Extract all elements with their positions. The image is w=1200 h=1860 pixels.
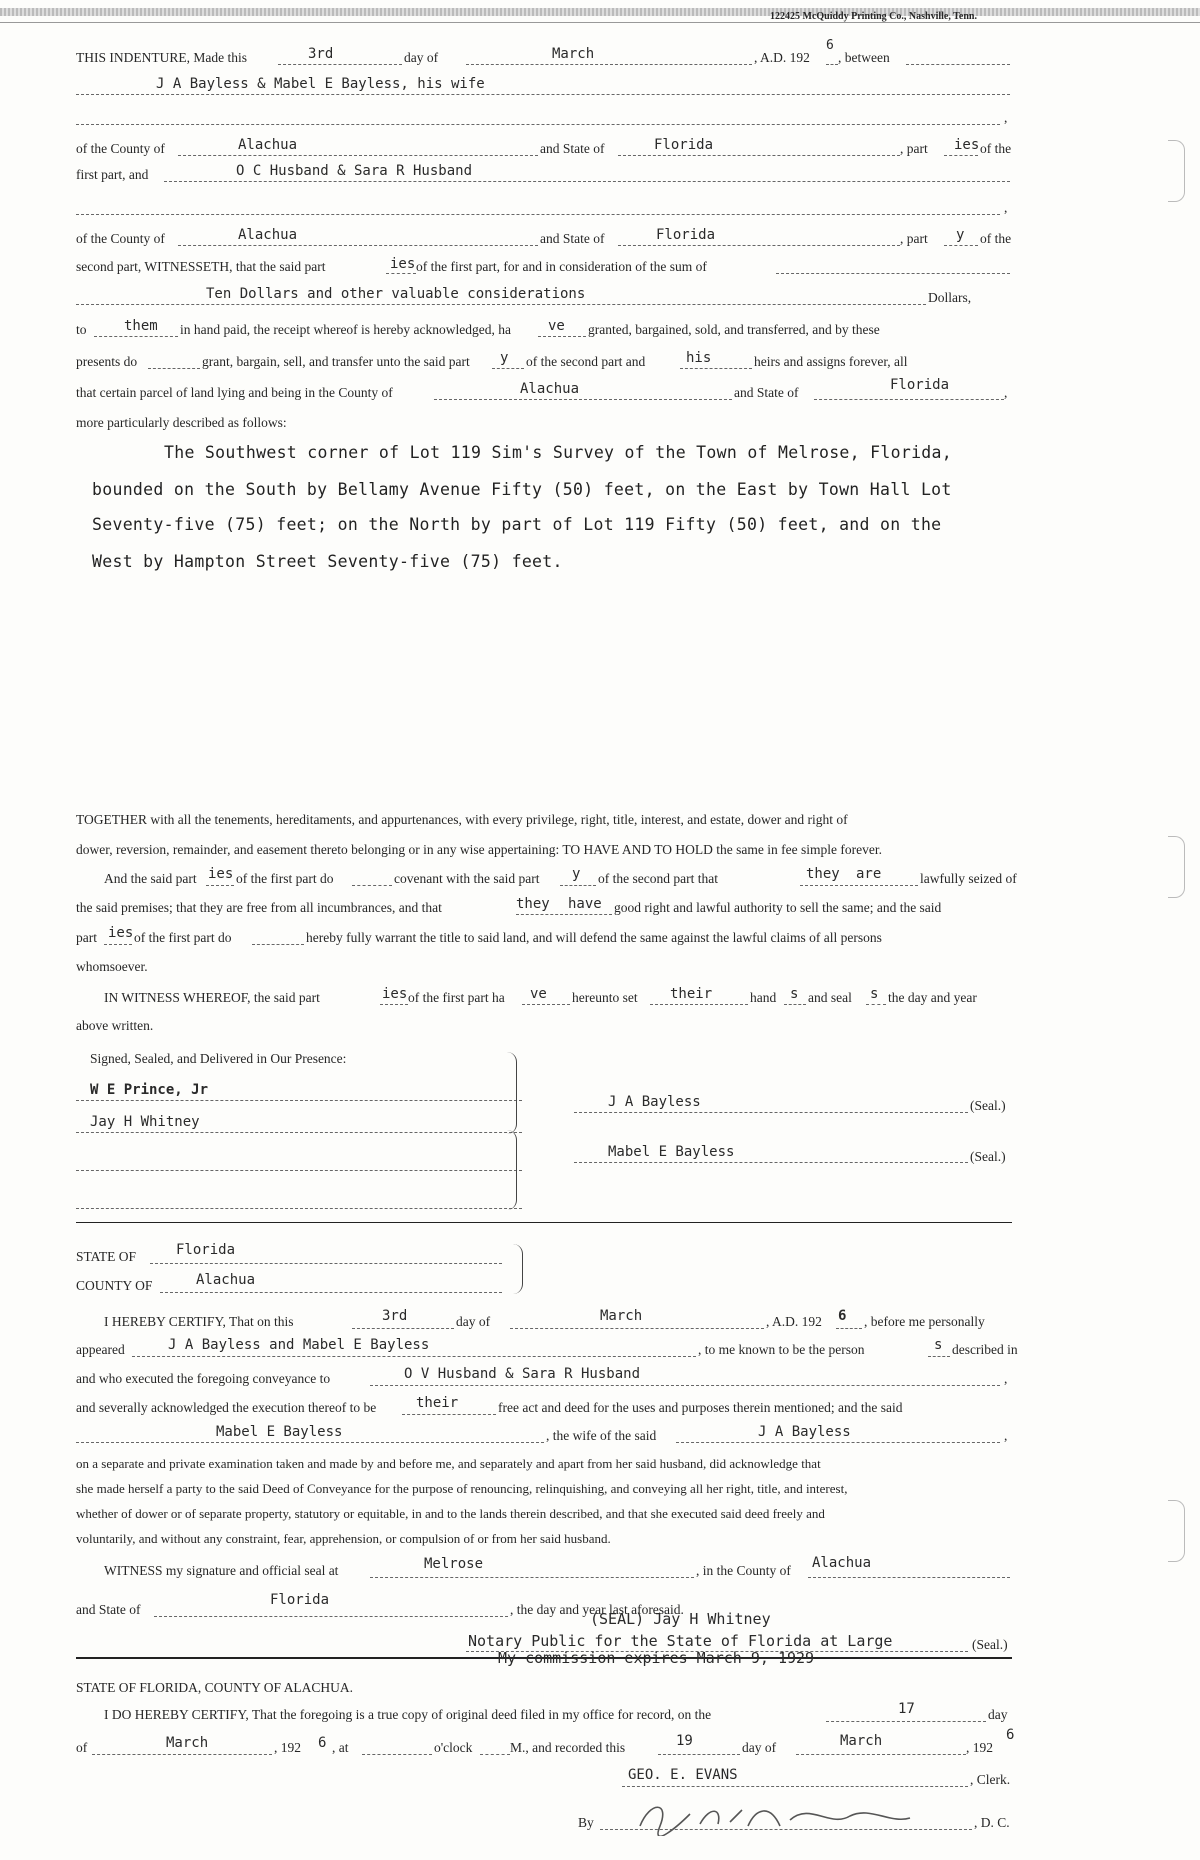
filed-day: 17 — [898, 1701, 915, 1717]
county-1: Alachua — [238, 137, 298, 153]
indenture-day: 3rd — [308, 46, 334, 62]
witness-2: Jay H Whitney — [90, 1114, 200, 1130]
binder-hole — [1168, 1500, 1185, 1562]
description-line: Seventy-five (75) feet; on the North by part of Lot 119 Fifty (50) feet, and on the — [92, 515, 942, 534]
second-party-names: O C Husband & Sara R Husband — [236, 163, 473, 179]
description-line: bounded on the South by Bellamy Avenue Fifty (50) feet, on the East by Town Hall Lot — [92, 480, 952, 499]
ack-witness-state: Florida — [270, 1592, 330, 1608]
notary-seal-name: (SEAL) Jay H Whitney — [590, 1610, 771, 1628]
county-2: Alachua — [238, 227, 298, 243]
consideration-amount: Ten Dollars and other valuable considerations — [206, 286, 586, 302]
clerk-name: GEO. E. EVANS — [628, 1767, 738, 1783]
ack-appeared-names: J A Bayless and Mabel E Bayless — [168, 1337, 430, 1353]
recorded-day: 19 — [676, 1733, 693, 1749]
ack-state: Florida — [176, 1242, 236, 1258]
section-divider — [76, 1222, 1012, 1223]
ack-place: Melrose — [424, 1556, 484, 1572]
parcel-state: Florida — [890, 377, 950, 393]
together-clause: TOGETHER with all the tenements, hereditaments, and appurtenances, with every privilege, right, title, interest, and estate, dower and right of — [76, 812, 848, 827]
recorded-month: March — [840, 1733, 883, 1749]
notary-title: Notary Public for the State of Florida at Large — [468, 1632, 893, 1650]
deputy-clerk-signature — [630, 1796, 930, 1836]
witness-1: W E Prince, Jr — [90, 1082, 209, 1098]
grantor-1-signature: J A Bayless — [608, 1094, 701, 1110]
ack-grantees: O V Husband & Sara R Husband — [404, 1366, 641, 1382]
top-border — [0, 8, 1200, 16]
top-rule — [0, 22, 1200, 23]
bracket — [500, 1052, 517, 1134]
first-party-names: J A Bayless & Mabel E Bayless, his wife — [156, 76, 485, 92]
signed-sealed-label: Signed, Sealed, and Delivered in Our Presence: — [90, 1051, 347, 1066]
indenture-year-digit: 6 — [826, 38, 834, 53]
binder-hole — [1168, 140, 1185, 202]
state-2: Florida — [656, 227, 716, 243]
ack-wife-name: Mabel E Bayless — [216, 1424, 343, 1440]
indenture-month: March — [552, 46, 595, 62]
state-1: Florida — [654, 137, 714, 153]
filed-month: March — [166, 1735, 209, 1751]
recording-heading: STATE OF FLORIDA, COUNTY OF ALACHUA. — [76, 1680, 354, 1695]
ack-husband-name: J A Bayless — [758, 1424, 851, 1440]
ack-day: 3rd — [382, 1308, 408, 1324]
description-line: West by Hampton Street Seventy-five (75) feet. — [92, 552, 563, 571]
printer-imprint: 122425 McQuiddy Printing Co., Nashville, Tenn. — [770, 11, 977, 22]
description-line: The Southwest corner of Lot 119 Sim's Survey of the Town of Melrose, Florida, — [164, 443, 953, 462]
ack-month: March — [600, 1308, 643, 1324]
ack-witness-county: Alachua — [812, 1555, 872, 1571]
ack-county: Alachua — [196, 1272, 256, 1288]
commission-expiry: My commission expires March 9, 1929 — [498, 1649, 815, 1667]
parcel-county: Alachua — [520, 381, 580, 397]
binder-hole — [1168, 836, 1185, 898]
grantor-2-signature: Mabel E Bayless — [608, 1144, 735, 1160]
indenture-lead: THIS INDENTURE, Made this — [76, 50, 247, 65]
deed-page: 122425 McQuiddy Printing Co., Nashville, Tenn. THIS INDENTURE, Made this 3rd day of March , A.D. 192 6 , between J A Bayless & Mabel E Bayless, his wife , of the County of Alachua and State of Florida , part ies of the first part, and O C Husband & Sara R Husband , of the County of Alachua and State of Florida , part y of the second part, WITNESSETH, that the said part ies of the first part, for and in consideration of the sum of Ten Dollars and other valuable considerations Dollars, to them in hand paid, the receipt whereof is hereby acknowledged, ha ve granted, bargained, sold, and transferred, and by these presents do grant, bargain, sell, and transfer unto the said part y of the second part and his heirs and assigns forever, all that certain parcel of land lying and being in the County of Alachua and State of Florida , more particularly described as follows: The Southwest corner of Lot 119 Sim's Survey of the Town of Melrose, Florida, bounded on the South by Bellamy Avenue Fifty (50) feet, on the East by Town Hall Lot Seventy-five (75) feet; on the North by part of Lot 119 Fifty (50) feet, and on the West by Hampton Street Seventy-five (75) feet. TOGETHER with all the tenements, hereditaments, and appurtenances, with every privilege, right, title, interest, and estate, dower and right of dower, reversion, remainder, and easement thereto belonging or in any wise appertaining: TO HAVE AND TO HOLD the same in fee simple forever. And the said part ies of the first part do covenant with the said part y of the second part that they are lawfully seized of the said premises; that they are free from all incumbrances, and that they have good right and lawful authority to sell the same; and the said part ies of the first part do hereby fully warrant the title to said land, and will defend the same against the lawful claims of all persons whomsoever. IN WITNESS WHEREOF, the said part ies of the first part ha ve hereunto set their hand s and seal s the day and year above written. Signed, Sealed, and Delivered in Our Presence: W E Prince, Jr Jay H Whitney J A Bayless (Seal.) Mabel E Bayless (Seal.) STATE OF Florida COUNTY OF Alachua I HEREBY CERTIFY, That on this 3rd day of March , A.D. 192 6 , before me personally appeared J A Bayless and Mabel E Bayless , to me known to be the person s described in and who executed the foregoing conveyance to O V Husband & Sara R Husband , and severally acknowledged the execution thereof to be their free act and deed for the uses and purposes therein mentioned; and the said Mabel E Bayless , the wife of the said J A Bayless , on a separate and private examination taken and made by and before me, and separately and apart from her said husband, did acknowledge that she made herself a party to the said Deed of Conveyance for the purpose of renouncing, relinquishing, and conveying all her right, title, and interest, whether of dower or of separate property, statutory or equitable, in and to the lands therein described, and that she executed said deed freely and voluntarily, and without any constraint, fear, apprehension, or compulsion of or from her said husband. WITNESS my signature and official seal at Melrose , in the County of Alachua and State of Florida , the day and year last aforesaid. (SEAL) Jay H Whitney Notary Public for the State of Florida at Large (Seal.) My commission expires March 9, 1929 STATE OF FLORIDA, COUNTY OF ALACHUA. I DO HEREBY CERTIFY, That the foregoing is a true copy of original deed filed in my office for record, on the 17 day of March , 192 6 , at o'clock M., and recorded this 19 day of March , 192 6 GEO. E. EVANS , Clerk. By , D. C. — [0, 0, 1200, 1860]
